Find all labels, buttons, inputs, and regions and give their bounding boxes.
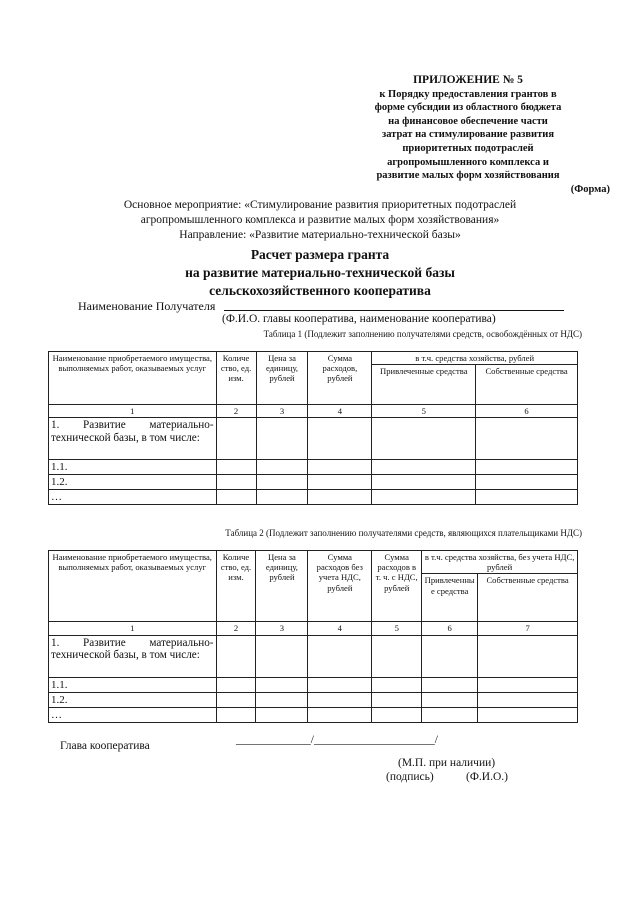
table-cell[interactable] [256,460,308,475]
table-row [49,677,578,692]
stamp-note: (М.П. при наличии) [398,757,496,769]
table-cell[interactable] [476,475,578,490]
table-row [49,490,578,505]
t2-col-number: 1 [49,622,217,635]
table-cell[interactable] [372,677,422,692]
table-cell[interactable] [256,490,308,505]
table-cell[interactable] [256,635,308,677]
appendix-line: развитие малых форм хозяйствования [376,170,560,182]
appendix-line: форме субсидии из областного бюджета [374,102,562,114]
table1 [48,351,578,505]
t1-row-label: 1. Развитие материально-технической базы, в том числе: [49,418,217,460]
table-cell[interactable] [216,635,256,677]
table-cell[interactable] [256,692,308,707]
table-row [49,418,578,460]
table-cell[interactable] [372,707,422,722]
t2-col-number: 7 [478,622,578,635]
t2-header-own: Собственные средства [478,574,578,622]
fio-hint: (Ф.И.О.) [466,771,508,783]
t1-header-own: Собственные средства [476,365,578,405]
table-cell[interactable] [476,460,578,475]
table-cell[interactable] [256,707,308,722]
recipient-field-line[interactable] [224,310,564,311]
table-cell[interactable] [308,707,372,722]
form-label: (Форма) [570,184,610,195]
table-row [49,692,578,707]
table-cell[interactable] [308,460,372,475]
t2-header-price: Цена за единицу, рублей [256,551,308,622]
table-cell[interactable] [216,490,256,505]
table-cell[interactable] [256,418,308,460]
table-cell[interactable] [216,692,256,707]
measure-line-2: агропромышленного комплекса и развитие малых форм хозяйствования» [140,214,500,226]
t2-row-label: … [49,707,217,722]
table-cell[interactable] [422,707,478,722]
table-cell[interactable] [372,475,476,490]
table-cell[interactable] [308,677,372,692]
table-cell[interactable] [308,475,372,490]
table-cell[interactable] [308,635,372,677]
table-cell[interactable] [372,635,422,677]
table-cell[interactable] [308,418,372,460]
t1-col-number: 3 [256,405,308,418]
signature-label: Глава кооператива [60,740,150,752]
t1-header-sum: Сумма расходов, рублей [308,352,372,405]
t2-header-name: Наименование приобретаемого имущества, выполняемых работ, оказываемых услуг [49,551,217,622]
t1-header-price: Цена за единицу, рублей [256,352,308,405]
table-cell[interactable] [372,460,476,475]
table-cell[interactable] [372,692,422,707]
table-cell[interactable] [372,418,476,460]
appendix-line: приоритетных подотраслей [402,142,534,154]
signature-hint: (подпись) [386,771,434,783]
table1-caption: Таблица 1 (Подлежит заполнению получателями средств, освобождённых от НДС) [263,329,582,339]
t2-header-attracted: Привлеченны е средства [422,574,478,622]
table-cell[interactable] [216,418,256,460]
t2-row-label: 1.1. [49,677,217,692]
table-row [49,460,578,475]
t1-col-number: 6 [476,405,578,418]
t1-row-label: 1.1. [49,460,217,475]
appendix-heading: ПРИЛОЖЕНИЕ № 5 [413,74,523,86]
t1-col-number: 1 [49,405,217,418]
t2-col-number: 3 [256,622,308,635]
t2-col-number: 6 [422,622,478,635]
t2-row-label: 1. Развитие материально-технической базы, в том числе: [49,635,217,677]
table2 [48,550,578,723]
table2-caption: Таблица 2 (Подлежит заполнению получателями средств, являющихся плательщиками НДС) [225,528,582,538]
page-title-line-1: Расчет размера гранта [250,247,390,262]
appendix-line: агропромышленного комплекса и [387,156,549,168]
table-cell[interactable] [308,692,372,707]
page-title-line-3: сельскохозяйственного кооператива [209,283,431,298]
t1-row-label: … [49,490,217,505]
table-cell[interactable] [422,677,478,692]
t1-row-label: 1.2. [49,475,217,490]
appendix-line: на финансовое обеспечение части [388,115,548,127]
appendix-block [348,74,588,183]
table-cell[interactable] [422,635,478,677]
recipient-label: Наименование Получателя [78,299,216,313]
t2-header-sum-novat: Сумма расходов без учета НДС, рублей [308,551,372,622]
t1-header-group: в т.ч. средства хозяйства, рублей [372,352,578,365]
table-cell[interactable] [216,677,256,692]
table-cell[interactable] [216,475,256,490]
t2-row-label: 1.2. [49,692,217,707]
t1-col-number: 2 [216,405,256,418]
table-cell[interactable] [476,490,578,505]
appendix-line: к Порядку предоставления грантов в [379,88,557,100]
table-cell[interactable] [478,692,578,707]
table-cell[interactable] [478,707,578,722]
t2-header-qty: Количе ство, ед. изм. [216,551,256,622]
t2-col-number: 5 [372,622,422,635]
page-title-line-2: на развитие материально-технической базы [185,265,455,280]
signature-field[interactable]: _____________/_____________________/ [236,734,438,746]
t2-header-sum-vat: Сумма расходов в т. ч. с НДС, рублей [372,551,422,622]
table-cell[interactable] [216,707,256,722]
table-cell[interactable] [372,490,476,505]
table-cell[interactable] [478,677,578,692]
t1-col-number: 5 [372,405,476,418]
t2-header-group: в т.ч. средства хозяйства, без учета НДС, рублей [422,551,578,574]
measure-line-3: Направление: «Развитие материально-технической базы» [179,229,461,241]
t1-header-attracted: Привлеченные средства [372,365,476,405]
measure-line-1: Основное мероприятие: «Стимулирование развития приоритетных подотраслей [123,199,517,211]
table-cell[interactable] [422,692,478,707]
table-cell[interactable] [216,460,256,475]
t2-col-number: 4 [308,622,372,635]
t2-col-number: 2 [216,622,256,635]
t1-header-qty: Количе ство, ед. изм. [216,352,256,405]
appendix-line: затрат на стимулирование развития [381,129,554,141]
table-row [49,475,578,490]
t1-header-name: Наименование приобретаемого имущества, выполняемых работ, оказываемых услуг [49,352,217,405]
recipient-hint: (Ф.И.О. главы кооператива, наименование кооператива) [222,313,496,325]
table-row [49,635,578,677]
t1-col-number: 4 [308,405,372,418]
table-cell[interactable] [476,418,578,460]
table-cell[interactable] [478,635,578,677]
table-cell[interactable] [256,677,308,692]
table-cell[interactable] [308,490,372,505]
table-row [49,707,578,722]
table-cell[interactable] [256,475,308,490]
